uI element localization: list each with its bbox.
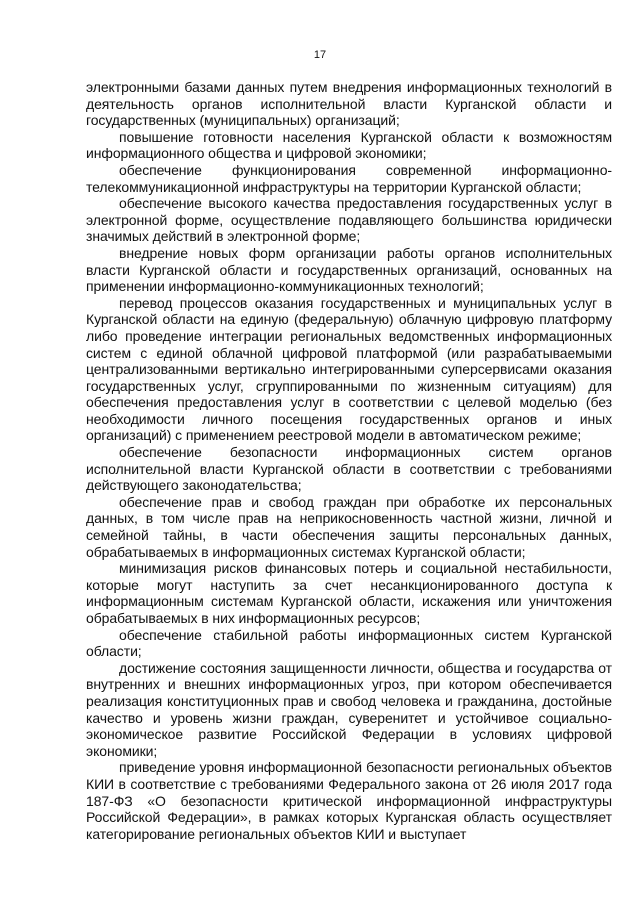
- document-body: [86, 79, 612, 842]
- paragraph-kii-compliance: приведение уровня информационной безопасности региональных объектов КИИ в соответствие с требованиями Федерального закона от 26 июля 2017 года 187-ФЗ «О безопасности критической информационной инфраструктуры Российской Федерации», в рамках которых Курганская область осуществляет категорирование региональных объектов КИИ и выступает: [86, 759, 612, 842]
- paragraph-continuation: электронными базами данных путем внедрения информационных технологий в деятельность органов исполнительной власти Курганской области и государственных (муниципальных) организаций;: [86, 79, 612, 129]
- paragraph-new-forms: внедрение новых форм организации работы органов исполнительных власти Курганской области и государственных организаций, основанных на применении информационно-коммуникационных технологий;: [86, 244, 612, 295]
- paragraph-e-services: обеспечение высокого качества предоставления государственных услуг в электронной форме, осуществление подавляющего большинства юридически значимых действий в электронной форме;: [86, 195, 612, 245]
- paragraph-readiness: повышение готовности населения Курганской области к возможностям информационного общества и цифровой экономики;: [86, 128, 612, 162]
- paragraph-stability: обеспечение стабильной работы информационных систем Курганской области;: [86, 626, 612, 660]
- page-number: 17: [313, 49, 327, 61]
- paragraph-infrastructure: обеспечение функционирования современной информационно-телекоммуникационной инфраструктуры на территории Курганской области;: [86, 161, 612, 195]
- paragraph-protection-state: достижение состояния защищенности личности, общества и государства от внутренних и внешних информационных угроз, при котором обеспечивается реализация конституционных прав и свобод человека и гражданина, достойные качество и уровень жизни граждан, суверенитет и устойчивое социально-экономическое развитие Российской Федерации в условиях цифровой экономики;: [86, 659, 612, 759]
- paragraph-personal-data: обеспечение прав и свобод граждан при обработке их персональных данных, в том числе прав на неприкосновенность частной жизни, личной и семейной тайны, в части обеспечения защиты персональных данных, обрабатываемых в информационных системах Курганской области;: [86, 493, 612, 560]
- paragraph-cloud-platform: перевод процессов оказания государственных и муниципальных услуг в Курганской области на единую (федеральную) облачную цифровую платформу либо проведение интеграции региональных ведомственных информационных систем с единой облачной цифровой платформой (или разрабатываемыми централизованными вертикально интегрированными суперсервисами оказания государственных услуг, сгруппированными по жизненным ситуациям) для обеспечения предоставления услуг в соответствии с целевой моделью (без необходимости личного посещения государственных органов и иных организаций) с применением реестровой модели в автоматическом режиме;: [86, 294, 612, 444]
- paragraph-risk-minimization: минимизация рисков финансовых потерь и социальной нестабильности, которые могут наступить за счет несанкционированного доступа к информационным системам Курганской области, искажения или уничтожения обрабатываемых в них информационных ресурсов;: [86, 560, 612, 626]
- paragraph-system-security: обеспечение безопасности информационных систем органов исполнительной власти Курганской области в соответствии с требованиями действующего законодательства;: [86, 444, 612, 494]
